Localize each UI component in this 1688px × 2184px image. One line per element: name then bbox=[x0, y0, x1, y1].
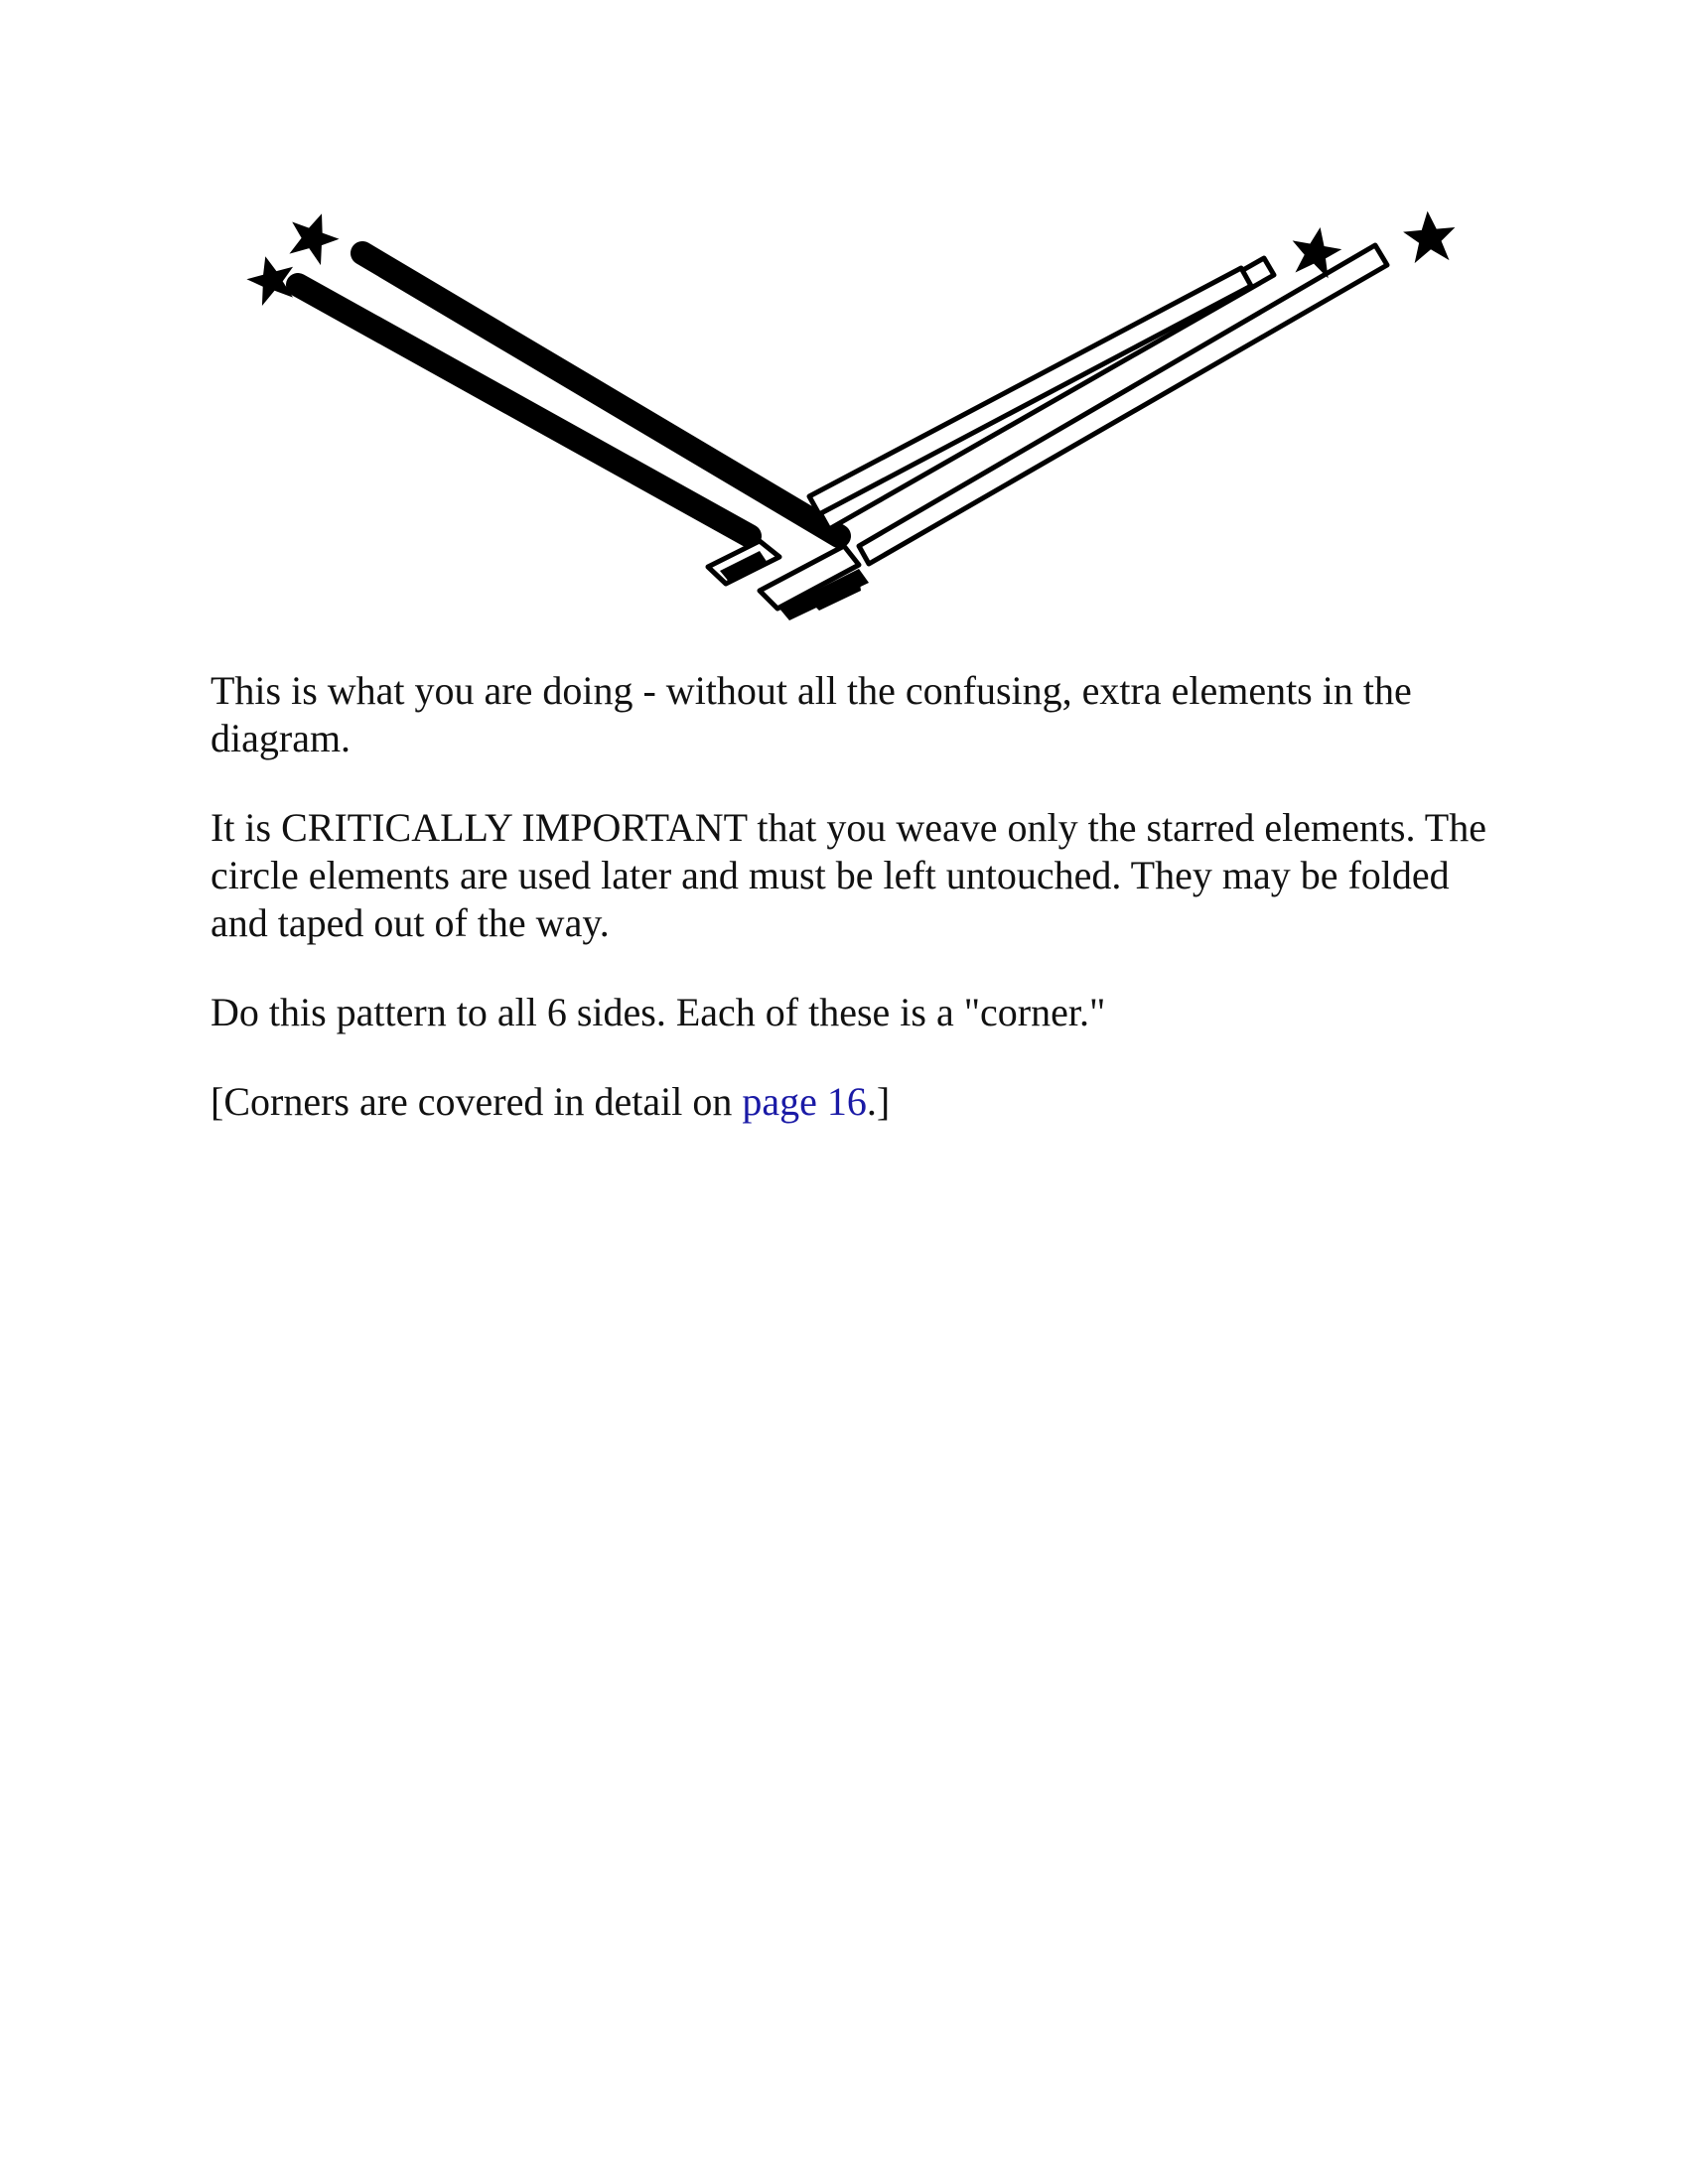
reference-prefix: [Corners are covered in detail on bbox=[211, 1079, 743, 1124]
right-light-strips bbox=[708, 245, 1387, 609]
paragraph-important: It is CRITICALLY IMPORTANT that you weave only the starred elements. The circle elements are used later and must be left untouched. They may be folded and taped out of the way. bbox=[211, 805, 1486, 945]
paragraph-reference bbox=[211, 1078, 1491, 1126]
paragraph-intro: This is what you are doing - without all the confusing, extra elements in the diagram. bbox=[211, 668, 1412, 760]
paragraph-repeat: Do this pattern to all 6 sides. Each of these is a "corner." bbox=[211, 990, 1106, 1034]
star-icon bbox=[282, 205, 346, 268]
star-icon bbox=[1401, 208, 1458, 264]
page-16-link[interactable]: page 16 bbox=[742, 1079, 867, 1124]
instructions-text bbox=[211, 667, 1491, 1167]
reference-suffix: .] bbox=[866, 1079, 891, 1124]
left-dark-strips bbox=[298, 253, 839, 536]
weaving-corner-diagram bbox=[223, 194, 1475, 640]
